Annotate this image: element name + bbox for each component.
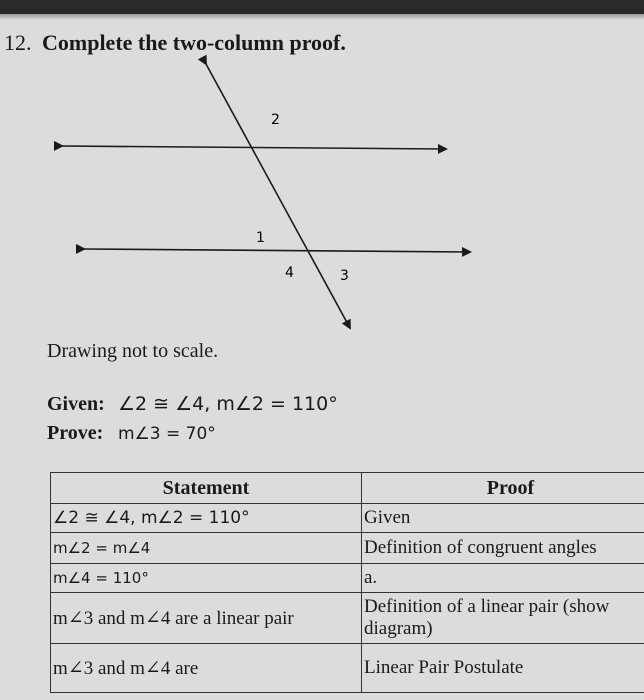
drawing-caption: Drawing not to scale.: [47, 340, 219, 362]
statement-cell: m∠2 = m∠4: [51, 533, 362, 564]
table-row: [51, 644, 644, 693]
statement-cell: m∠3 and m∠4 are a linear pair: [51, 593, 362, 644]
table-header-row: [51, 473, 644, 504]
reason-cell: Given: [362, 504, 644, 533]
table-row: [51, 504, 644, 533]
prove-label: Prove:: [47, 422, 104, 444]
table-row: [51, 564, 644, 593]
reason-cell: Definition of a linear pair (show diagram): [362, 593, 644, 644]
prove-statement: m∠3 = 70°: [118, 424, 216, 444]
table-row: [51, 533, 644, 564]
question-title: Complete the two-column proof.: [42, 30, 346, 55]
angle-label-1: 1: [256, 230, 265, 246]
statement-header: Statement: [51, 473, 362, 504]
reason-cell: Definition of congruent angles: [362, 533, 644, 564]
parallel-lines-figure: [0, 0, 644, 340]
statement-cell: ∠2 ≅ ∠4, m∠2 = 110°: [51, 504, 362, 533]
given-label: Given:: [47, 393, 105, 415]
angle-label-2: 2: [271, 112, 280, 128]
parallel-line-lower: [84, 249, 470, 252]
table-row: [51, 593, 644, 644]
question-number: 12.: [4, 30, 32, 55]
proof-table: [50, 472, 644, 693]
transversal-line: [206, 64, 350, 328]
proof-header: Proof: [362, 473, 644, 504]
angle-label-4: 4: [285, 265, 294, 281]
statement-cell: m∠4 = 110°: [51, 564, 362, 593]
reason-cell-answer-a[interactable]: a.: [362, 564, 644, 593]
angle-label-3: 3: [340, 268, 349, 284]
given-statement: ∠2 ≅ ∠4, m∠2 = 110°: [118, 393, 338, 415]
parallel-line-upper: [62, 146, 446, 149]
reason-cell: Linear Pair Postulate: [362, 644, 644, 693]
statement-cell: m∠3 and m∠4 are: [51, 644, 362, 693]
